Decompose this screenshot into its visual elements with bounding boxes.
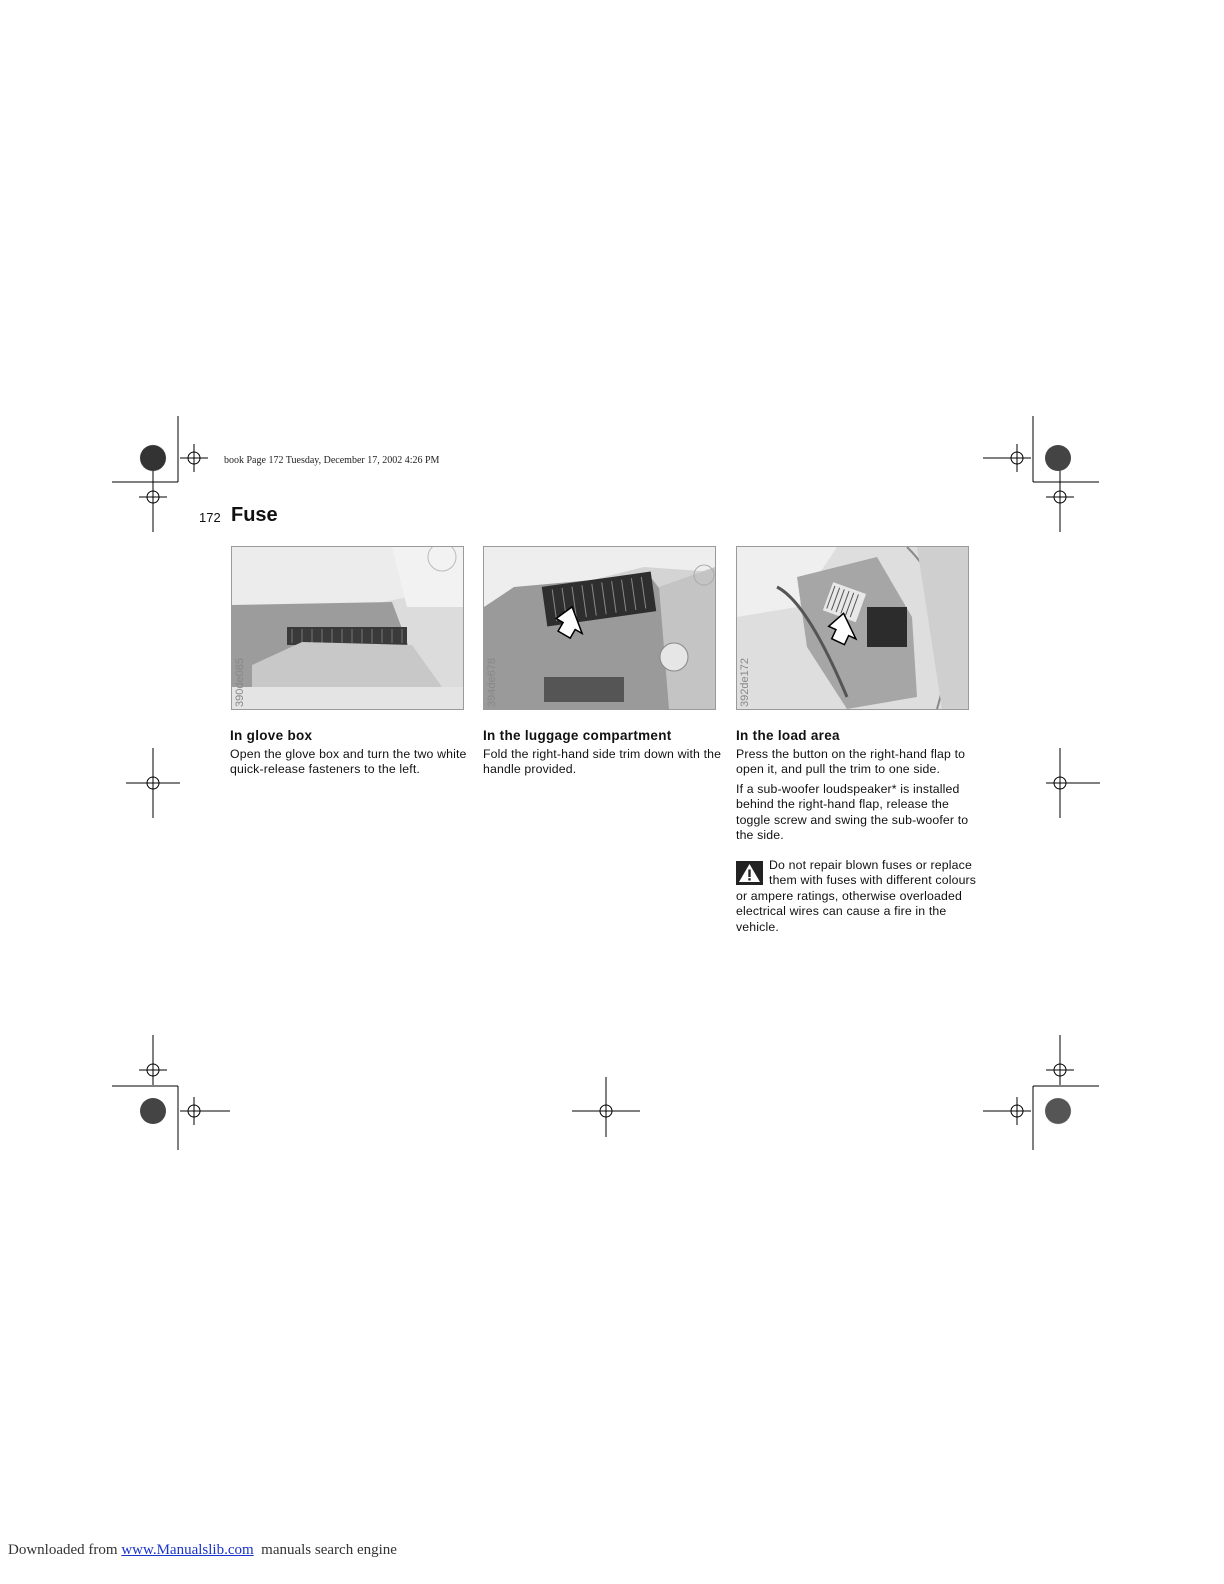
footer-suffix: manuals search engine <box>253 1542 397 1558</box>
download-footer <box>8 1542 397 1559</box>
warning-text: Do not repair blown fuses or replace them with fuses with different colours or ampere ratings, otherwise overloaded electrical wires can cause a fire in the vehicle. <box>736 857 977 934</box>
section-heading: In the luggage compartment <box>483 728 672 743</box>
section-heading: In the load area <box>736 728 840 743</box>
warning-triangle-icon <box>736 861 763 885</box>
manualslib-link[interactable]: www.Manualslib.com <box>121 1542 254 1558</box>
section-luggage-compartment <box>483 728 727 782</box>
photo-code: 394de678 <box>486 658 498 707</box>
load-area-photo <box>736 546 969 710</box>
section-paragraph: Fold the right-hand side trim down with the handle provided. <box>483 746 722 776</box>
section-paragraph: If a sub-woofer loudspeaker* is installed behind the right-hand flap, release the toggle screw and swing the sub-woofer to the side. <box>736 781 969 842</box>
photo-code: 390de085 <box>234 658 246 707</box>
warning-note <box>736 858 980 936</box>
photo-code: 392de172 <box>739 658 751 707</box>
footer-prefix: Downloaded from <box>8 1542 122 1558</box>
section-paragraph: Press the button on the right-hand flap to open it, and pull the trim to one side. <box>736 746 966 776</box>
section-load-area <box>736 728 980 935</box>
glove-box-photo <box>231 546 464 710</box>
print-slug: book Page 172 Tuesday, December 17, 2002 4:26 PM <box>224 455 440 466</box>
section-paragraph: Open the glove box and turn the two white quick-release fasteners to the left. <box>230 746 467 776</box>
page-number: 172 <box>199 510 221 525</box>
section-heading: In glove box <box>230 728 313 743</box>
page-title: Fuse <box>231 504 278 526</box>
luggage-compartment-photo <box>483 546 716 710</box>
section-glove-box <box>230 728 474 782</box>
